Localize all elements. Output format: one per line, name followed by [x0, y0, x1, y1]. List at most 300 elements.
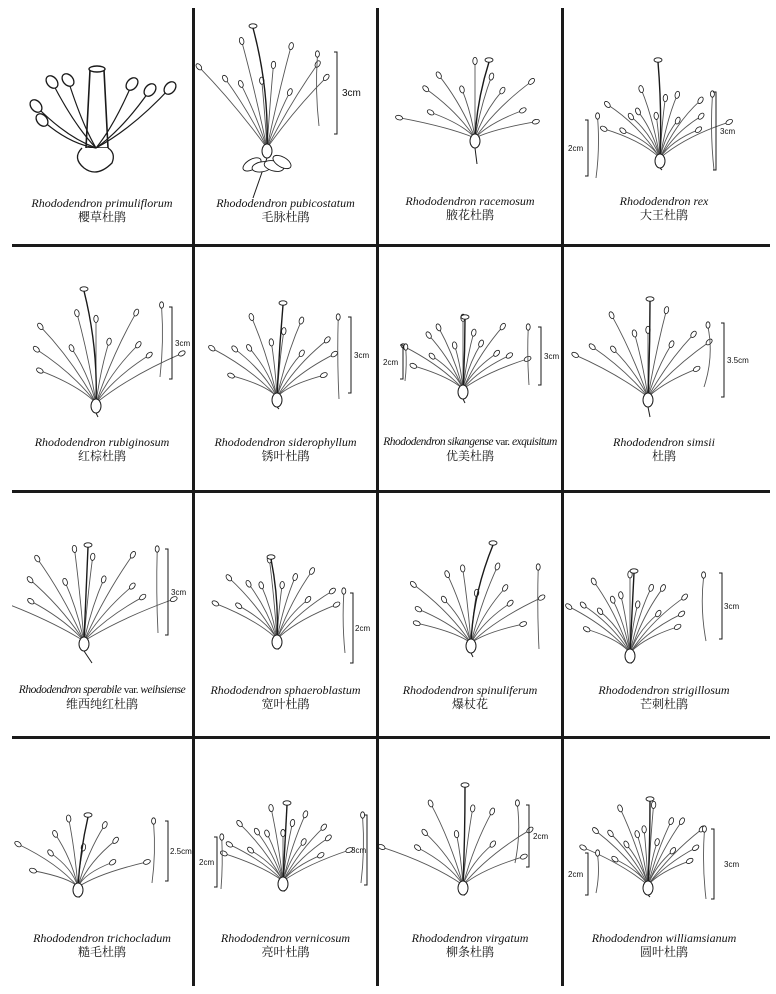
- anther: [428, 352, 436, 360]
- scale-bar: [383, 345, 403, 379]
- scale-bracket: [713, 92, 716, 170]
- filament: [704, 327, 710, 387]
- anther: [68, 344, 75, 352]
- filament: [267, 64, 318, 148]
- filament: [283, 838, 328, 881]
- anther: [634, 830, 640, 838]
- anther: [152, 818, 156, 824]
- latin-name: Rhododendron williamsianum: [591, 931, 737, 945]
- specimen-cell: [564, 8, 764, 244]
- pedicel: [96, 413, 98, 417]
- chinese-name: 维西纯红杜鹃: [65, 697, 138, 711]
- scale-label: 2cm: [533, 832, 549, 841]
- latin-variety-name: weihsiense: [140, 684, 186, 696]
- latin-name: Rhododendron simsii: [613, 435, 715, 449]
- latin-variety-name: exquisitum: [511, 436, 557, 448]
- anther: [611, 855, 619, 863]
- anther: [702, 572, 706, 578]
- anther: [579, 844, 587, 851]
- scale-label: 3cm: [724, 860, 740, 869]
- chinese-name: 大王杜鹃: [639, 208, 688, 222]
- anther: [427, 799, 434, 807]
- filament: [96, 313, 136, 403]
- specimen-cell: [12, 247, 192, 490]
- anther: [706, 322, 710, 328]
- scale-bar: [351, 815, 367, 885]
- scale-bar: [568, 120, 588, 176]
- anther: [596, 113, 600, 119]
- filament: [596, 855, 599, 893]
- anther: [659, 584, 666, 592]
- anther: [314, 60, 321, 68]
- anther: [300, 838, 307, 846]
- scale-label: 3cm: [720, 127, 736, 136]
- filament: [152, 823, 155, 883]
- anther: [571, 351, 579, 358]
- anther: [582, 626, 590, 633]
- stamen-cluster: [211, 555, 341, 649]
- detached-stamen: [596, 113, 600, 178]
- pedicel: [277, 407, 279, 409]
- specimen-cell: [195, 739, 376, 986]
- anther: [526, 324, 530, 330]
- filament: [418, 848, 463, 885]
- anther: [632, 329, 638, 337]
- anther: [129, 551, 136, 559]
- detached-stamen: [710, 91, 714, 170]
- filament: [78, 825, 105, 887]
- scale-bracket: [165, 549, 168, 635]
- anther: [47, 849, 55, 857]
- stamen-cluster: [12, 543, 178, 663]
- filament: [463, 844, 493, 885]
- detached-stamen: [220, 834, 224, 889]
- anther: [237, 80, 244, 88]
- anther: [288, 42, 294, 50]
- filament: [199, 67, 267, 148]
- anther: [414, 605, 422, 613]
- scale-label: 3cm: [175, 339, 191, 348]
- stamen-cluster: [400, 314, 532, 403]
- anther: [519, 621, 527, 628]
- anther: [642, 826, 647, 833]
- pedicel: [648, 407, 650, 417]
- stigma: [80, 287, 88, 291]
- scale-bracket: [538, 327, 541, 385]
- stamen-cluster: [220, 801, 354, 891]
- filament: [596, 118, 599, 178]
- anther: [108, 858, 116, 866]
- stamen-cluster: [565, 569, 689, 663]
- stigma: [485, 58, 493, 62]
- anther: [269, 339, 274, 347]
- anther: [409, 580, 417, 588]
- specimen-cell: [564, 493, 764, 736]
- anther: [425, 331, 433, 339]
- specimen-cell: [195, 8, 376, 244]
- anther: [596, 607, 604, 615]
- anther: [413, 620, 421, 627]
- chinese-name: 毛脉杜鹃: [261, 210, 310, 224]
- anther: [112, 836, 120, 844]
- anther: [501, 584, 509, 592]
- anther: [239, 37, 245, 45]
- specimen-caption: [195, 683, 376, 711]
- filament: [613, 349, 648, 397]
- anther: [617, 804, 624, 812]
- anther: [44, 73, 61, 90]
- scale-bracket: [719, 573, 722, 639]
- specimen-cell: [12, 739, 192, 986]
- chinese-name: 柳条杜鹃: [445, 945, 494, 959]
- specimen-cell: [564, 739, 764, 986]
- anther: [395, 115, 403, 121]
- anther: [494, 562, 501, 570]
- latin-genus-species: Rhododendron sikangense: [383, 436, 493, 448]
- filament: [587, 629, 630, 653]
- anther: [268, 804, 274, 812]
- filament: [702, 577, 706, 641]
- specimen-caption: [12, 196, 192, 224]
- anther: [493, 349, 501, 357]
- filament: [463, 857, 524, 885]
- anther: [506, 599, 514, 607]
- anther: [409, 362, 417, 369]
- anther: [635, 107, 642, 115]
- filament: [338, 319, 339, 399]
- anther: [245, 344, 252, 352]
- filament: [382, 847, 463, 885]
- filament: [471, 624, 523, 643]
- pedicel: [660, 168, 662, 170]
- specimen-caption: [195, 196, 376, 224]
- filament: [225, 79, 267, 148]
- specimen-cell: [195, 493, 376, 736]
- anther: [271, 61, 276, 69]
- scale-bracket: [585, 120, 588, 176]
- filament: [712, 96, 715, 170]
- filament: [96, 353, 182, 403]
- detached-stamen: [152, 818, 156, 883]
- anther: [221, 74, 228, 82]
- specimen-cell: [379, 8, 561, 244]
- anther: [678, 817, 685, 825]
- anther: [454, 830, 459, 838]
- specimen-cell: [564, 247, 764, 490]
- anther: [324, 834, 332, 842]
- anther: [323, 336, 331, 344]
- anther: [27, 597, 35, 605]
- detached-stamen: [515, 800, 519, 863]
- anther: [286, 88, 293, 96]
- anther: [532, 119, 540, 125]
- chinese-name: 宽叶杜鹃: [261, 697, 310, 711]
- stamen-cluster: [395, 57, 540, 164]
- stigma: [461, 315, 469, 319]
- anther: [422, 85, 430, 93]
- anther: [264, 829, 270, 837]
- chinese-name: 亮叶杜鹃: [261, 945, 310, 959]
- anther: [444, 570, 451, 578]
- anther: [591, 826, 599, 834]
- detached-stamen: [702, 826, 706, 899]
- scale-bar: [334, 52, 361, 134]
- filament: [648, 344, 672, 397]
- specimen-caption: [379, 931, 561, 959]
- specimen-caption: [564, 931, 764, 959]
- chinese-name: 优美杜鹃: [445, 449, 494, 463]
- anther: [459, 85, 465, 93]
- anther: [253, 827, 260, 835]
- anther: [298, 316, 304, 324]
- chinese-name: 红棕杜鹃: [77, 449, 126, 463]
- detached-stamen: [155, 546, 159, 633]
- scale-bracket: [721, 323, 724, 397]
- pedicel: [475, 148, 477, 164]
- anther: [302, 810, 308, 818]
- anther: [211, 600, 219, 607]
- anther: [619, 127, 627, 135]
- scale-bar: [711, 829, 739, 899]
- anther: [124, 75, 141, 92]
- anther: [435, 323, 442, 331]
- latin-name: [379, 435, 561, 449]
- anther: [142, 81, 159, 98]
- anther: [404, 344, 408, 350]
- anther: [452, 341, 458, 349]
- specimen-cell: [379, 739, 561, 986]
- anther: [248, 313, 254, 321]
- anther: [691, 844, 699, 852]
- anther: [281, 327, 286, 335]
- latin-variety-marker: var.: [123, 684, 138, 696]
- specimen-caption: [564, 194, 764, 222]
- anther: [320, 372, 328, 379]
- calyx: [77, 148, 113, 172]
- scale-bracket: [214, 837, 217, 887]
- stigma: [489, 541, 497, 545]
- ovary: [643, 393, 653, 407]
- latin-name: Rhododendron sphaeroblastum: [210, 683, 361, 697]
- anther: [178, 350, 186, 357]
- scale-bracket: [169, 307, 172, 379]
- anther: [588, 343, 596, 351]
- scale-label: 2cm: [568, 144, 584, 153]
- anther: [668, 340, 675, 348]
- anther: [505, 352, 513, 360]
- stigma: [267, 555, 275, 559]
- specimen-caption: [12, 931, 192, 959]
- anther: [590, 577, 597, 585]
- anther: [635, 601, 640, 609]
- ovary: [466, 639, 476, 653]
- stigma: [461, 783, 469, 787]
- anther: [90, 553, 95, 561]
- anther: [519, 107, 527, 114]
- ovary: [272, 393, 282, 407]
- anther: [663, 94, 668, 102]
- scale-label: 3cm: [354, 351, 370, 360]
- latin-name: Rhododendron trichocladum: [33, 931, 171, 945]
- anther: [208, 344, 216, 352]
- specimen-caption: [564, 683, 764, 711]
- latin-genus-species: Rhododendron sperabile: [18, 684, 122, 696]
- anther: [426, 109, 434, 116]
- scale-bar: [719, 573, 739, 639]
- anther: [290, 819, 296, 827]
- anther: [440, 595, 448, 603]
- anther: [413, 844, 421, 852]
- anther: [537, 594, 545, 602]
- style: [283, 805, 287, 881]
- anther: [677, 610, 685, 618]
- ovary: [655, 154, 665, 168]
- latin-variety-marker: var.: [495, 436, 510, 448]
- chinese-name: 糙毛杜鹃: [77, 945, 126, 959]
- anther: [638, 85, 644, 93]
- specimen-cell: [12, 8, 192, 244]
- anther: [34, 554, 41, 562]
- scale-label: 3cm: [342, 88, 361, 99]
- scale-bar: [199, 837, 217, 887]
- anther: [603, 100, 611, 108]
- anther: [681, 593, 689, 601]
- anther: [304, 595, 312, 603]
- filament: [630, 627, 678, 653]
- scale-label: 2.5cm: [170, 847, 192, 856]
- filament: [475, 110, 523, 138]
- specimen-caption: [12, 683, 192, 711]
- filament: [634, 333, 648, 397]
- stigma: [654, 58, 662, 62]
- corolla-mouth: [89, 66, 105, 72]
- anther: [470, 805, 475, 813]
- anther: [298, 349, 305, 357]
- filament: [475, 91, 502, 138]
- anther: [471, 329, 477, 337]
- filament: [267, 65, 273, 148]
- scale-bar: [568, 853, 588, 895]
- filament: [607, 104, 660, 158]
- anther: [336, 314, 340, 320]
- anther: [160, 302, 164, 308]
- anther: [668, 817, 675, 825]
- specimen-caption: [379, 194, 561, 222]
- filament: [240, 824, 283, 881]
- anther: [608, 311, 615, 319]
- anther: [245, 580, 252, 588]
- specimen-caption: [379, 683, 561, 711]
- anther: [654, 112, 659, 120]
- scale-bracket: [334, 52, 337, 134]
- scale-bar: [165, 821, 192, 881]
- anther: [725, 118, 733, 125]
- filament: [417, 623, 471, 643]
- scale-bar: [526, 805, 548, 867]
- filament: [74, 549, 84, 641]
- stamen-cluster: [208, 301, 339, 409]
- anther: [60, 71, 77, 88]
- ovary: [458, 881, 468, 895]
- filament: [78, 862, 113, 887]
- pedicel: [463, 399, 465, 403]
- specimen-caption: [564, 435, 764, 463]
- anther: [308, 567, 315, 575]
- anther: [473, 57, 477, 64]
- chinese-name: 腋花杜鹃: [445, 208, 494, 222]
- filament: [475, 77, 491, 138]
- scale-bracket: [348, 317, 351, 393]
- anther: [654, 838, 660, 846]
- anther: [106, 338, 112, 346]
- anther: [697, 112, 705, 120]
- filament: [648, 369, 697, 397]
- anther: [674, 91, 680, 99]
- anther: [220, 834, 224, 840]
- latin-name: Rhododendron virgatum: [411, 931, 529, 945]
- pedicel: [471, 653, 473, 657]
- anther: [145, 351, 153, 359]
- anther: [14, 840, 22, 848]
- specimen-cell: [379, 247, 561, 490]
- latin-name: Rhododendron rubiginosum: [34, 435, 170, 449]
- stigma: [646, 297, 654, 301]
- filament: [538, 569, 539, 649]
- anther: [101, 821, 108, 829]
- style: [630, 573, 634, 653]
- anther: [460, 565, 465, 573]
- anther: [332, 601, 340, 608]
- anther: [258, 581, 264, 589]
- latin-name: Rhododendron racemosum: [405, 194, 535, 208]
- anther: [74, 309, 80, 317]
- stamen-cluster: [571, 297, 713, 417]
- anther: [489, 807, 496, 815]
- scale-label: 2cm: [355, 624, 371, 633]
- chinese-name: 櫻草杜鹃: [77, 210, 126, 224]
- anther: [220, 850, 228, 857]
- detached-stamen: [342, 588, 346, 653]
- anther: [133, 308, 140, 316]
- scale-bar: [538, 327, 559, 385]
- stigma: [249, 24, 257, 28]
- anther: [435, 71, 442, 79]
- ovary: [470, 134, 480, 148]
- filament: [704, 831, 707, 899]
- anther: [292, 573, 298, 581]
- filament: [648, 310, 666, 397]
- anther: [520, 853, 528, 860]
- filament: [283, 850, 349, 881]
- detached-stamen: [596, 850, 600, 893]
- anther: [36, 367, 44, 374]
- specimen-caption: [195, 931, 376, 959]
- filament: [277, 605, 337, 639]
- scale-bracket: [400, 345, 403, 379]
- flower-corolla: [28, 66, 179, 172]
- stigma: [84, 813, 92, 817]
- ovary: [79, 637, 89, 651]
- anther: [280, 581, 285, 589]
- scale-label: 3cm: [351, 846, 367, 855]
- anther: [72, 545, 77, 553]
- anther: [692, 365, 700, 372]
- anther: [527, 77, 535, 85]
- detached-stamen: [704, 322, 710, 387]
- latin-name: Rhododendron siderophyllum: [214, 435, 357, 449]
- chinese-name: 锈叶杜鹃: [261, 449, 310, 463]
- anther: [664, 306, 670, 314]
